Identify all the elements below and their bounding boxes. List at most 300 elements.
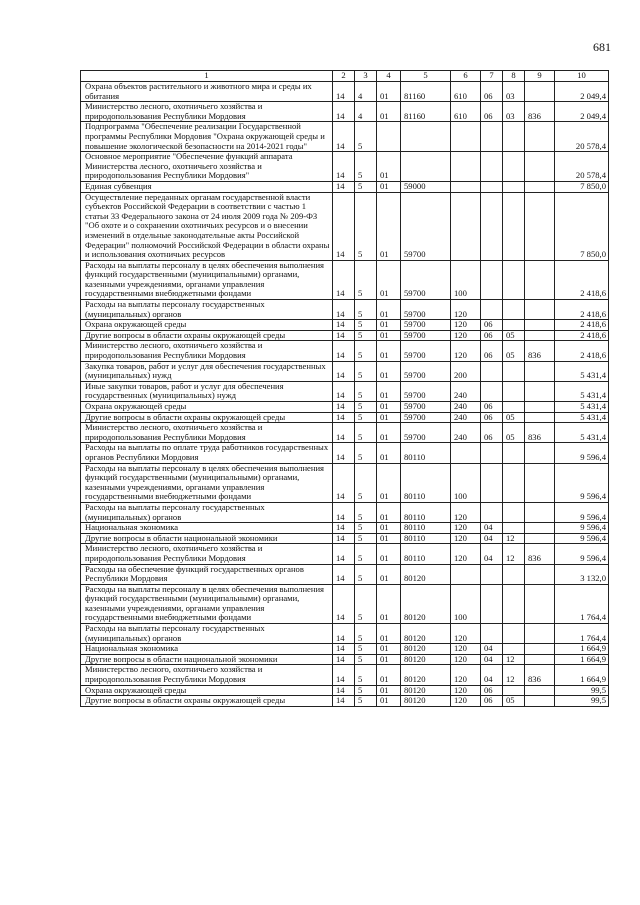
code-3-cell: 5 <box>355 341 377 361</box>
table-row <box>81 260 609 299</box>
code-6-cell: 120 <box>451 644 481 655</box>
item-name-cell: Расходы на выплаты персоналу в целях обеспечения выполнения функций государственными (муниципальными) органами, казенными учреждениями, органами управления государственными внебюджетными фондами <box>81 463 333 502</box>
code-7-cell <box>481 152 503 182</box>
code-6-cell: 120 <box>451 523 481 534</box>
code-4-cell: 01 <box>377 564 401 584</box>
code-9-cell: 836 <box>525 341 555 361</box>
code-3-cell: 5 <box>355 533 377 544</box>
code-2-cell: 14 <box>333 82 355 102</box>
amount-cell: 1 664,9 <box>555 665 609 685</box>
table-row <box>81 624 609 644</box>
code-7-cell <box>481 381 503 401</box>
code-2-cell: 14 <box>333 300 355 320</box>
code-4-cell <box>377 122 401 152</box>
code-4-cell: 01 <box>377 181 401 192</box>
code-8-cell: 03 <box>503 82 525 102</box>
code-9-cell: 836 <box>525 544 555 564</box>
code-5-cell: 80120 <box>401 624 451 644</box>
code-7-cell <box>481 181 503 192</box>
code-7-cell <box>481 564 503 584</box>
code-6-cell: 610 <box>451 82 481 102</box>
column-header: 10 <box>555 71 609 82</box>
code-3-cell: 5 <box>355 402 377 413</box>
code-6-cell <box>451 443 481 463</box>
code-5-cell: 80120 <box>401 665 451 685</box>
code-7-cell <box>481 192 503 260</box>
amount-cell: 9 596,4 <box>555 502 609 522</box>
code-8-cell: 12 <box>503 533 525 544</box>
code-4-cell: 01 <box>377 624 401 644</box>
table-row <box>81 361 609 381</box>
table-row <box>81 533 609 544</box>
code-7-cell: 06 <box>481 685 503 696</box>
code-2-cell: 14 <box>333 564 355 584</box>
item-name-cell: Другие вопросы в области национальной экономики <box>81 533 333 544</box>
code-4-cell: 01 <box>377 330 401 341</box>
code-2-cell: 14 <box>333 381 355 401</box>
item-name-cell: Охрана окружающей среды <box>81 402 333 413</box>
amount-cell: 20 578,4 <box>555 122 609 152</box>
amount-cell: 2 418,6 <box>555 260 609 299</box>
table-row <box>81 341 609 361</box>
code-2-cell: 14 <box>333 463 355 502</box>
amount-cell: 2 418,6 <box>555 300 609 320</box>
code-7-cell: 04 <box>481 665 503 685</box>
code-7-cell <box>481 122 503 152</box>
code-6-cell: 120 <box>451 502 481 522</box>
budget-table <box>80 70 609 707</box>
code-9-cell <box>525 381 555 401</box>
code-6-cell: 240 <box>451 402 481 413</box>
code-9-cell <box>525 685 555 696</box>
code-4-cell: 01 <box>377 102 401 122</box>
column-header: 8 <box>503 71 525 82</box>
column-header: 7 <box>481 71 503 82</box>
code-9-cell <box>525 654 555 665</box>
item-name-cell: Подпрограмма "Обеспечение реализации Государственной программы Республики Мордовия "Охрана окружающей среды и повышение экологической безопасности на 2014-2021 годы" <box>81 122 333 152</box>
code-6-cell: 120 <box>451 320 481 331</box>
amount-cell: 5 431,4 <box>555 361 609 381</box>
code-3-cell: 5 <box>355 260 377 299</box>
code-5-cell: 59700 <box>401 412 451 423</box>
code-9-cell <box>525 152 555 182</box>
code-4-cell: 01 <box>377 152 401 182</box>
table-row <box>81 443 609 463</box>
code-4-cell: 01 <box>377 320 401 331</box>
item-name-cell: Министерство лесного, охотничьего хозяйства и природопользования Республики Мордовия <box>81 665 333 685</box>
code-5-cell: 59700 <box>401 423 451 443</box>
code-9-cell <box>525 320 555 331</box>
code-2-cell: 14 <box>333 260 355 299</box>
code-4-cell: 01 <box>377 82 401 102</box>
code-6-cell: 100 <box>451 584 481 623</box>
code-7-cell <box>481 361 503 381</box>
table-row <box>81 523 609 534</box>
code-2-cell: 14 <box>333 644 355 655</box>
code-9-cell <box>525 502 555 522</box>
code-7-cell: 06 <box>481 412 503 423</box>
code-5-cell: 80110 <box>401 523 451 534</box>
code-3-cell: 5 <box>355 654 377 665</box>
code-3-cell: 5 <box>355 300 377 320</box>
code-2-cell: 14 <box>333 665 355 685</box>
code-9-cell <box>525 584 555 623</box>
code-8-cell: 05 <box>503 330 525 341</box>
table-row <box>81 423 609 443</box>
code-6-cell <box>451 564 481 584</box>
code-9-cell <box>525 402 555 413</box>
amount-cell: 7 850,0 <box>555 181 609 192</box>
code-8-cell <box>503 584 525 623</box>
code-8-cell <box>503 192 525 260</box>
code-3-cell: 5 <box>355 122 377 152</box>
amount-cell: 2 049,4 <box>555 102 609 122</box>
table-row <box>81 152 609 182</box>
code-4-cell: 01 <box>377 665 401 685</box>
code-4-cell: 01 <box>377 523 401 534</box>
code-9-cell <box>525 564 555 584</box>
item-name-cell: Национальная экономика <box>81 644 333 655</box>
code-5-cell: 80110 <box>401 443 451 463</box>
code-5-cell: 80120 <box>401 685 451 696</box>
code-8-cell <box>503 685 525 696</box>
code-6-cell: 120 <box>451 544 481 564</box>
amount-cell: 9 596,4 <box>555 544 609 564</box>
table-row <box>81 192 609 260</box>
code-9-cell <box>525 192 555 260</box>
code-4-cell: 01 <box>377 300 401 320</box>
code-6-cell <box>451 192 481 260</box>
code-9-cell <box>525 463 555 502</box>
code-4-cell: 01 <box>377 361 401 381</box>
code-6-cell: 120 <box>451 341 481 361</box>
code-2-cell: 14 <box>333 423 355 443</box>
code-6-cell: 120 <box>451 685 481 696</box>
code-5-cell <box>401 152 451 182</box>
item-name-cell: Расходы на выплаты персоналу государственных (муниципальных) органов <box>81 502 333 522</box>
code-5-cell: 59700 <box>401 341 451 361</box>
code-2-cell: 14 <box>333 102 355 122</box>
code-4-cell: 01 <box>377 423 401 443</box>
code-8-cell <box>503 361 525 381</box>
code-5-cell <box>401 122 451 152</box>
code-7-cell: 06 <box>481 402 503 413</box>
table-row <box>81 544 609 564</box>
item-name-cell: Министерство лесного, охотничьего хозяйства и природопользования Республики Мордовия <box>81 341 333 361</box>
amount-cell: 5 431,4 <box>555 412 609 423</box>
column-header: 1 <box>81 71 333 82</box>
code-4-cell: 01 <box>377 654 401 665</box>
code-5-cell: 80110 <box>401 533 451 544</box>
code-3-cell: 5 <box>355 624 377 644</box>
code-6-cell: 120 <box>451 696 481 707</box>
code-4-cell: 01 <box>377 544 401 564</box>
code-3-cell: 5 <box>355 330 377 341</box>
code-5-cell: 59700 <box>401 402 451 413</box>
code-3-cell: 5 <box>355 544 377 564</box>
code-3-cell: 5 <box>355 181 377 192</box>
code-7-cell: 04 <box>481 533 503 544</box>
code-3-cell: 5 <box>355 320 377 331</box>
code-3-cell: 5 <box>355 685 377 696</box>
column-header: 3 <box>355 71 377 82</box>
code-8-cell <box>503 624 525 644</box>
item-name-cell: Другие вопросы в области охраны окружающей среды <box>81 696 333 707</box>
item-name-cell: Министерство лесного, охотничьего хозяйства и природопользования Республики Мордовия <box>81 544 333 564</box>
table-row <box>81 696 609 707</box>
code-4-cell: 01 <box>377 696 401 707</box>
code-8-cell <box>503 181 525 192</box>
code-4-cell: 01 <box>377 644 401 655</box>
column-header: 2 <box>333 71 355 82</box>
table-row <box>81 122 609 152</box>
code-3-cell: 4 <box>355 82 377 102</box>
code-9-cell: 836 <box>525 102 555 122</box>
amount-cell: 5 431,4 <box>555 423 609 443</box>
amount-cell: 20 578,4 <box>555 152 609 182</box>
code-9-cell <box>525 82 555 102</box>
code-7-cell <box>481 260 503 299</box>
code-4-cell: 01 <box>377 463 401 502</box>
code-9-cell <box>525 330 555 341</box>
item-name-cell: Охрана окружающей среды <box>81 685 333 696</box>
page-number: 681 <box>593 40 611 54</box>
code-7-cell: 04 <box>481 544 503 564</box>
item-name-cell: Осуществление переданных органам государственной власти субъектов Российской Федерации в соответствии с частью 1 статьи 33 Федерального закона от 24 июля 2009 года № 209-ФЗ "Об охоте и о сохранении охотничьих ресурсов и о внесении изменений в отдельные законодательные акты Российской Федерации" полномочий Российской Федерации в области охраны и использования охотничьих ресурсов <box>81 192 333 260</box>
code-7-cell <box>481 443 503 463</box>
code-7-cell: 04 <box>481 523 503 534</box>
code-6-cell <box>451 152 481 182</box>
item-name-cell: Основное мероприятие "Обеспечение функций аппарата Министерства лесного, охотничьего хозяйства и природопользования Республики Мордовия" <box>81 152 333 182</box>
table-row <box>81 584 609 623</box>
code-5-cell: 80110 <box>401 463 451 502</box>
column-header: 4 <box>377 71 401 82</box>
amount-cell: 5 431,4 <box>555 402 609 413</box>
code-2-cell: 14 <box>333 502 355 522</box>
code-3-cell: 5 <box>355 423 377 443</box>
code-2-cell: 14 <box>333 624 355 644</box>
code-6-cell <box>451 181 481 192</box>
code-4-cell: 01 <box>377 192 401 260</box>
code-2-cell: 14 <box>333 696 355 707</box>
item-name-cell: Расходы на выплаты персоналу в целях обеспечения выполнения функций государственными (муниципальными) органами, казенными учреждениями, органами управления государственными внебюджетными фондами <box>81 584 333 623</box>
code-2-cell: 14 <box>333 361 355 381</box>
item-name-cell: Расходы на выплаты по оплате труда работников государственных органов Республики Мордовия <box>81 443 333 463</box>
code-5-cell: 80120 <box>401 654 451 665</box>
code-3-cell: 5 <box>355 564 377 584</box>
code-8-cell <box>503 443 525 463</box>
table-row <box>81 665 609 685</box>
code-7-cell: 04 <box>481 654 503 665</box>
code-2-cell: 14 <box>333 181 355 192</box>
amount-cell: 9 596,4 <box>555 443 609 463</box>
code-4-cell: 01 <box>377 685 401 696</box>
code-2-cell: 14 <box>333 330 355 341</box>
table-row <box>81 402 609 413</box>
code-7-cell: 06 <box>481 102 503 122</box>
code-5-cell: 59700 <box>401 300 451 320</box>
code-2-cell: 14 <box>333 341 355 361</box>
amount-cell: 99,5 <box>555 696 609 707</box>
code-5-cell: 80120 <box>401 584 451 623</box>
code-9-cell <box>525 533 555 544</box>
code-3-cell: 5 <box>355 412 377 423</box>
code-2-cell: 14 <box>333 402 355 413</box>
table-row <box>81 412 609 423</box>
item-name-cell: Другие вопросы в области охраны окружающей среды <box>81 412 333 423</box>
code-5-cell: 80120 <box>401 564 451 584</box>
amount-cell: 9 596,4 <box>555 463 609 502</box>
code-7-cell: 06 <box>481 330 503 341</box>
code-2-cell: 14 <box>333 523 355 534</box>
amount-cell: 9 596,4 <box>555 533 609 544</box>
code-2-cell: 14 <box>333 122 355 152</box>
column-header: 6 <box>451 71 481 82</box>
table-row <box>81 685 609 696</box>
code-9-cell <box>525 412 555 423</box>
table-row <box>81 82 609 102</box>
code-8-cell <box>503 502 525 522</box>
amount-cell: 2 049,4 <box>555 82 609 102</box>
code-5-cell: 59700 <box>401 361 451 381</box>
code-5-cell: 59700 <box>401 192 451 260</box>
code-8-cell: 12 <box>503 654 525 665</box>
code-9-cell <box>525 361 555 381</box>
code-8-cell <box>503 152 525 182</box>
code-6-cell: 240 <box>451 423 481 443</box>
code-7-cell: 06 <box>481 696 503 707</box>
code-3-cell: 5 <box>355 463 377 502</box>
code-4-cell: 01 <box>377 502 401 522</box>
code-8-cell: 05 <box>503 341 525 361</box>
code-5-cell: 80120 <box>401 644 451 655</box>
code-6-cell: 240 <box>451 412 481 423</box>
amount-cell: 5 431,4 <box>555 381 609 401</box>
code-2-cell: 14 <box>333 443 355 463</box>
item-name-cell: Министерство лесного, охотничьего хозяйства и природопользования Республики Мордовия <box>81 102 333 122</box>
item-name-cell: Другие вопросы в области охраны окружающей среды <box>81 330 333 341</box>
code-3-cell: 5 <box>355 523 377 534</box>
table-row <box>81 300 609 320</box>
code-7-cell: 06 <box>481 82 503 102</box>
code-2-cell: 14 <box>333 533 355 544</box>
code-4-cell: 01 <box>377 412 401 423</box>
code-4-cell: 01 <box>377 260 401 299</box>
code-9-cell <box>525 443 555 463</box>
code-5-cell: 59700 <box>401 381 451 401</box>
code-2-cell: 14 <box>333 152 355 182</box>
code-8-cell <box>503 644 525 655</box>
item-name-cell: Закупка товаров, работ и услуг для обеспечения государственных (муниципальных) нужд <box>81 361 333 381</box>
code-5-cell: 59700 <box>401 330 451 341</box>
table-header-row <box>81 71 609 82</box>
code-5-cell: 81160 <box>401 82 451 102</box>
amount-cell: 2 418,6 <box>555 320 609 331</box>
table-row <box>81 502 609 522</box>
code-5-cell: 80120 <box>401 696 451 707</box>
item-name-cell: Другие вопросы в области национальной экономики <box>81 654 333 665</box>
code-4-cell: 01 <box>377 402 401 413</box>
code-7-cell <box>481 624 503 644</box>
code-9-cell: 836 <box>525 423 555 443</box>
code-2-cell: 14 <box>333 584 355 623</box>
item-name-cell: Министерство лесного, охотничьего хозяйства и природопользования Республики Мордовия <box>81 423 333 443</box>
item-name-cell: Расходы на обеспечение функций государственных органов Республики Мордовия <box>81 564 333 584</box>
code-8-cell: 03 <box>503 102 525 122</box>
code-6-cell: 120 <box>451 330 481 341</box>
amount-cell: 1 664,9 <box>555 644 609 655</box>
table-body <box>81 71 609 707</box>
code-8-cell: 05 <box>503 696 525 707</box>
code-8-cell: 12 <box>503 544 525 564</box>
code-6-cell: 240 <box>451 381 481 401</box>
code-6-cell: 100 <box>451 260 481 299</box>
table-row <box>81 320 609 331</box>
column-header: 5 <box>401 71 451 82</box>
amount-cell: 2 418,6 <box>555 341 609 361</box>
table-row <box>81 181 609 192</box>
code-6-cell <box>451 122 481 152</box>
code-2-cell: 14 <box>333 544 355 564</box>
amount-cell: 3 132,0 <box>555 564 609 584</box>
item-name-cell: Расходы на выплаты персоналу государственных (муниципальных) органов <box>81 300 333 320</box>
table-row <box>81 330 609 341</box>
code-8-cell: 05 <box>503 423 525 443</box>
code-5-cell: 80110 <box>401 544 451 564</box>
code-9-cell <box>525 696 555 707</box>
code-3-cell: 5 <box>355 665 377 685</box>
code-9-cell <box>525 644 555 655</box>
code-6-cell: 120 <box>451 665 481 685</box>
code-2-cell: 14 <box>333 320 355 331</box>
code-8-cell <box>503 300 525 320</box>
code-7-cell: 06 <box>481 320 503 331</box>
code-5-cell: 59700 <box>401 320 451 331</box>
code-2-cell: 14 <box>333 412 355 423</box>
code-9-cell <box>525 122 555 152</box>
code-9-cell <box>525 181 555 192</box>
code-3-cell: 4 <box>355 102 377 122</box>
code-3-cell: 5 <box>355 192 377 260</box>
code-3-cell: 5 <box>355 502 377 522</box>
code-9-cell: 836 <box>525 665 555 685</box>
code-7-cell <box>481 502 503 522</box>
code-6-cell: 120 <box>451 624 481 644</box>
code-2-cell: 14 <box>333 654 355 665</box>
code-4-cell: 01 <box>377 381 401 401</box>
code-8-cell: 12 <box>503 665 525 685</box>
code-8-cell: 05 <box>503 412 525 423</box>
code-6-cell: 120 <box>451 300 481 320</box>
table-row <box>81 654 609 665</box>
amount-cell: 1 764,4 <box>555 624 609 644</box>
item-name-cell: Расходы на выплаты персоналу государственных (муниципальных) органов <box>81 624 333 644</box>
code-4-cell: 01 <box>377 533 401 544</box>
code-8-cell <box>503 523 525 534</box>
code-9-cell <box>525 260 555 299</box>
code-9-cell <box>525 624 555 644</box>
table-row <box>81 564 609 584</box>
table-row <box>81 102 609 122</box>
code-7-cell <box>481 300 503 320</box>
code-4-cell: 01 <box>377 341 401 361</box>
code-8-cell <box>503 320 525 331</box>
code-6-cell: 120 <box>451 533 481 544</box>
code-8-cell <box>503 260 525 299</box>
code-4-cell: 01 <box>377 584 401 623</box>
code-7-cell <box>481 584 503 623</box>
code-5-cell: 81160 <box>401 102 451 122</box>
